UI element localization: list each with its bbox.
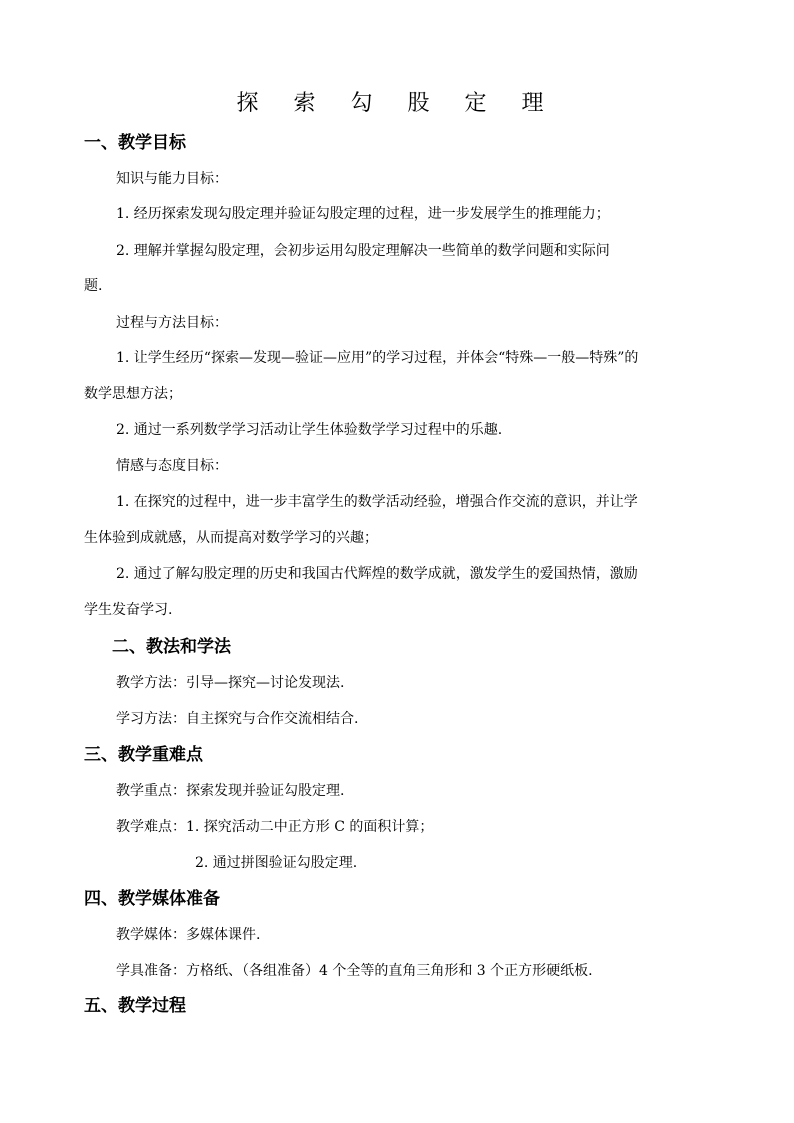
section-heading-methods: 二、教法和学法: [112, 637, 231, 657]
teaching-method-label: 教学方法：: [116, 675, 186, 691]
emotion-goal-1-line2: 生体验到成就感，从而提高对数学学习的兴趣；: [84, 530, 378, 546]
document-title: 探 索 勾 股 定 理: [236, 91, 558, 116]
media-text: 多媒体课件.: [186, 927, 261, 943]
difficulty-1: 1. 探究活动二中正方形 C 的面积计算；: [186, 819, 434, 835]
difficulty-label: 教学难点：: [116, 819, 186, 835]
knowledge-goal-1: 1. 经历探索发现勾股定理并验证勾股定理的过程，进一步发展学生的推理能力；: [116, 206, 610, 222]
tools-text: 方格纸、（各组准备）4 个全等的直角三角形和 3 个正方形硬纸板.: [186, 963, 593, 979]
knowledge-goal-2-line1: 2. 理解并掌握勾股定理，会初步运用勾股定理解决一些简单的数学问题和实际问: [116, 243, 610, 259]
key-point-row: [116, 780, 344, 802]
learning-method-text: 自主探究与合作交流相结合.: [186, 711, 359, 727]
tools-label: 学具准备：: [116, 963, 186, 979]
process-goal-label: 过程与方法目标：: [116, 315, 228, 331]
section-heading-objectives: 一、教学目标: [84, 133, 186, 153]
knowledge-goal-label: 知识与能力目标：: [116, 171, 228, 187]
key-point-label: 教学重点：: [116, 783, 186, 799]
emotion-goal-label: 情感与态度目标：: [116, 458, 228, 474]
process-goal-2: 2. 通过一系列数学学习活动让学生体验数学学习过程中的乐趣.: [116, 422, 503, 438]
process-goal-1-line1: 1. 让学生经历“探索—发现—验证—应用”的学习过程，并体会“特殊—一般—特殊”的: [116, 350, 639, 366]
teaching-method-text: 引导—探究—讨论发现法.: [186, 675, 345, 691]
tools-row: [116, 960, 593, 982]
knowledge-goal-2-line2: 题.: [84, 278, 103, 294]
emotion-goal-2-line1: 2. 通过了解勾股定理的历史和我国古代辉煌的数学成就，激发学生的爱国热情，激励: [116, 566, 638, 582]
emotion-goal-2-line2: 学生发奋学习.: [84, 602, 173, 618]
media-label: 教学媒体：: [116, 927, 186, 943]
difficulty-2: 2. 通过拼图验证勾股定理.: [195, 855, 358, 871]
teaching-method-row: [116, 672, 344, 694]
section-heading-media: 四、教学媒体准备: [84, 889, 220, 909]
learning-method-label: 学习方法：: [116, 711, 186, 727]
learning-method-row: [116, 708, 358, 730]
key-point-text: 探索发现并验证勾股定理.: [186, 783, 345, 799]
emotion-goal-1-line1: 1. 在探究的过程中，进一步丰富学生的数学活动经验，增强合作交流的意识，并让学: [116, 494, 638, 510]
media-row: [116, 924, 260, 946]
difficulty-row: [116, 816, 433, 838]
section-heading-process: 五、教学过程: [84, 996, 186, 1016]
section-heading-key-points: 三、教学重难点: [84, 745, 203, 765]
process-goal-1-line2: 数学思想方法；: [84, 386, 182, 402]
